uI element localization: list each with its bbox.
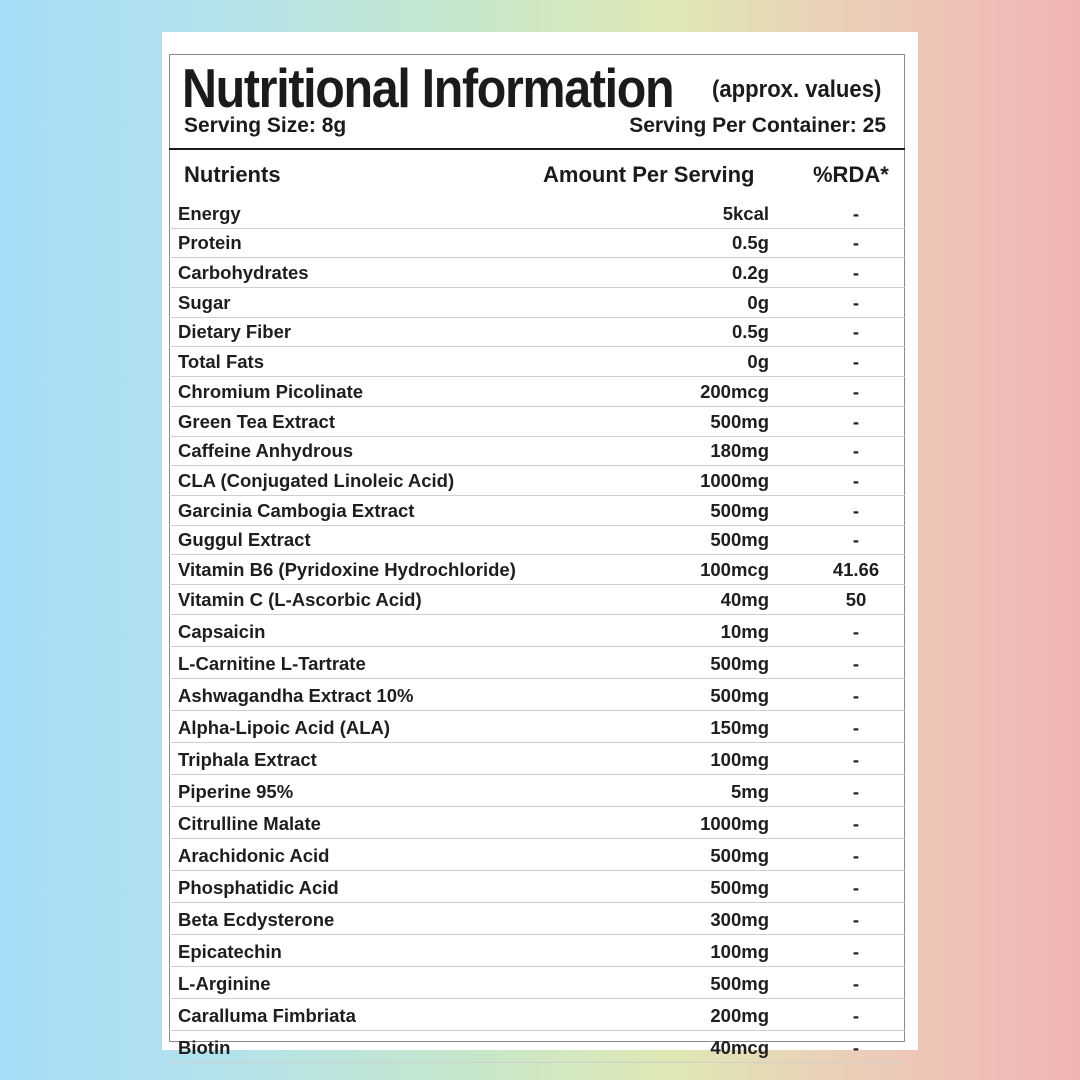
nutrient-name: L-Arginine xyxy=(178,972,271,994)
nutrient-rda: - xyxy=(852,748,860,770)
nutrient-rda: - xyxy=(852,940,860,962)
nutrient-amount: 500mg xyxy=(710,972,769,994)
nutrient-name: Energy xyxy=(178,202,241,224)
nutrient-amount: 500mg xyxy=(710,529,769,551)
table-row xyxy=(169,871,905,903)
nutrient-amount: 0g xyxy=(747,291,769,313)
nutrient-rda: - xyxy=(852,321,860,343)
nutrient-amount: 300mg xyxy=(710,908,769,930)
table-row xyxy=(169,903,905,935)
nutrient-rda: - xyxy=(852,780,860,802)
nutrient-amount: 40mg xyxy=(720,588,769,610)
table-row xyxy=(169,967,905,999)
column-header-amount: Amount Per Serving xyxy=(543,162,755,187)
nutrient-amount: 10mg xyxy=(720,620,769,642)
nutrient-name: Sugar xyxy=(178,291,231,313)
nutrient-name: Caralluma Fimbriata xyxy=(178,1004,356,1026)
table-row xyxy=(169,555,905,585)
nutrient-name: Vitamin B6 (Pyridoxine Hydrochloride) xyxy=(178,558,516,580)
nutrient-amount: 40mcg xyxy=(710,1036,769,1058)
nutrient-name: Ashwagandha Extract 10% xyxy=(178,684,414,706)
nutrient-amount: 1000mg xyxy=(700,469,769,491)
header-divider xyxy=(169,148,905,150)
nutrient-rda: - xyxy=(852,716,860,738)
table-row xyxy=(169,839,905,871)
nutrient-rda: - xyxy=(852,262,860,284)
nutrient-name: Triphala Extract xyxy=(178,748,317,770)
nutrient-name: Green Tea Extract xyxy=(178,410,335,432)
nutrient-name: Vitamin C (L-Ascorbic Acid) xyxy=(178,588,422,610)
nutrient-rda: - xyxy=(852,908,860,930)
nutrient-amount: 100mg xyxy=(710,940,769,962)
nutrient-rda: - xyxy=(852,620,860,642)
nutrient-name: Citrulline Malate xyxy=(178,812,321,834)
serving-size: Serving Size: 8g xyxy=(184,114,347,137)
nutrient-amount: 500mg xyxy=(710,410,769,432)
nutrient-amount: 500mg xyxy=(710,652,769,674)
table-row xyxy=(169,679,905,711)
nutrient-amount: 500mg xyxy=(710,499,769,521)
nutrient-rda: - xyxy=(852,202,860,224)
table-row xyxy=(169,999,905,1031)
nutrient-name: Caffeine Anhydrous xyxy=(178,440,354,462)
nutrient-amount: 200mg xyxy=(710,1004,769,1026)
table-row xyxy=(169,199,905,229)
nutrient-rda: - xyxy=(852,876,860,898)
nutrient-rda: - xyxy=(852,469,860,491)
nutrient-rda: - xyxy=(852,380,860,402)
column-header-nutrients: Nutrients xyxy=(184,162,281,187)
nutrient-rda: - xyxy=(852,499,860,521)
nutrient-name: Capsaicin xyxy=(178,620,266,642)
label-subtitle: (approx. values) xyxy=(712,76,882,103)
nutrient-rda: - xyxy=(852,812,860,834)
nutrient-name: Total Fats xyxy=(178,351,264,373)
table-row xyxy=(169,775,905,807)
table-row xyxy=(169,318,905,348)
nutrient-amount: 500mg xyxy=(710,844,769,866)
nutrient-rda: - xyxy=(852,1036,860,1058)
nutrient-rda: - xyxy=(852,410,860,432)
nutrient-amount: 5mg xyxy=(730,780,769,802)
table-row xyxy=(169,647,905,679)
nutrient-rda: - xyxy=(852,972,860,994)
nutrient-rda: - xyxy=(852,351,860,373)
column-header-rda: %RDA* xyxy=(813,162,889,187)
nutrient-name: Piperine 95% xyxy=(178,780,294,802)
nutrient-rda: - xyxy=(852,440,860,462)
nutrient-name: CLA (Conjugated Linoleic Acid) xyxy=(178,469,455,491)
nutrient-rda: - xyxy=(852,232,860,254)
table-row xyxy=(169,585,905,615)
table-row xyxy=(169,288,905,318)
nutrient-amount: 500mg xyxy=(710,876,769,898)
nutrient-rda: - xyxy=(852,652,860,674)
nutrient-name: Alpha-Lipoic Acid (ALA) xyxy=(178,716,391,738)
nutrient-name: L-Carnitine L-Tartrate xyxy=(178,652,366,674)
nutrient-amount: 0.2g xyxy=(731,262,769,284)
table-row xyxy=(169,807,905,839)
nutrient-name: Guggul Extract xyxy=(178,529,311,551)
nutrient-amount: 150mg xyxy=(710,716,769,738)
servings-per-container: Serving Per Container: 25 xyxy=(629,114,886,137)
nutrient-name: Epicatechin xyxy=(178,940,282,962)
nutrient-amount: 500mg xyxy=(710,684,769,706)
nutrient-amount: 0.5g xyxy=(731,321,769,343)
table-row xyxy=(169,258,905,288)
nutrient-amount: 100mg xyxy=(710,748,769,770)
nutrient-rda: - xyxy=(852,1004,860,1026)
nutrient-amount: 1000mg xyxy=(700,812,769,834)
table-row xyxy=(169,377,905,407)
nutrient-rda: - xyxy=(852,529,860,551)
nutrient-name: Beta Ecdysterone xyxy=(178,908,335,930)
table-row xyxy=(169,347,905,377)
nutrient-amount: 0.5g xyxy=(731,232,769,254)
table-row xyxy=(169,526,905,556)
nutrient-name: Phosphatidic Acid xyxy=(178,876,339,898)
nutrient-rda: 50 xyxy=(845,588,867,610)
title-row xyxy=(182,56,740,120)
nutrient-amount: 200mcg xyxy=(700,380,769,402)
table-row xyxy=(169,1031,905,1063)
table-row xyxy=(169,437,905,467)
table-row xyxy=(169,711,905,743)
nutrient-name: Carbohydrates xyxy=(178,262,309,284)
label-title: Nutritional Information xyxy=(182,57,674,119)
nutrient-amount: 0g xyxy=(747,351,769,373)
nutrient-name: Chromium Picolinate xyxy=(178,380,364,402)
nutrient-name: Garcinia Cambogia Extract xyxy=(178,499,415,521)
nutrient-rda: - xyxy=(852,844,860,866)
nutrition-label-card xyxy=(162,32,918,1058)
nutrient-amount: 5kcal xyxy=(722,202,769,224)
nutrient-table xyxy=(169,199,905,1063)
table-row xyxy=(169,466,905,496)
nutrient-rda: - xyxy=(852,684,860,706)
table-row xyxy=(169,935,905,967)
nutrient-name: Biotin xyxy=(178,1036,231,1058)
table-row xyxy=(169,615,905,647)
nutrient-name: Arachidonic Acid xyxy=(178,844,330,866)
table-row xyxy=(169,743,905,775)
table-row xyxy=(169,407,905,437)
nutrient-rda: - xyxy=(852,291,860,313)
nutrient-name: Dietary Fiber xyxy=(178,321,292,343)
table-row xyxy=(169,229,905,259)
nutrient-amount: 100mcg xyxy=(700,558,769,580)
nutrient-name: Protein xyxy=(178,232,242,254)
table-row xyxy=(169,496,905,526)
nutrient-rda: 41.66 xyxy=(832,558,880,580)
nutrient-amount: 180mg xyxy=(710,440,769,462)
